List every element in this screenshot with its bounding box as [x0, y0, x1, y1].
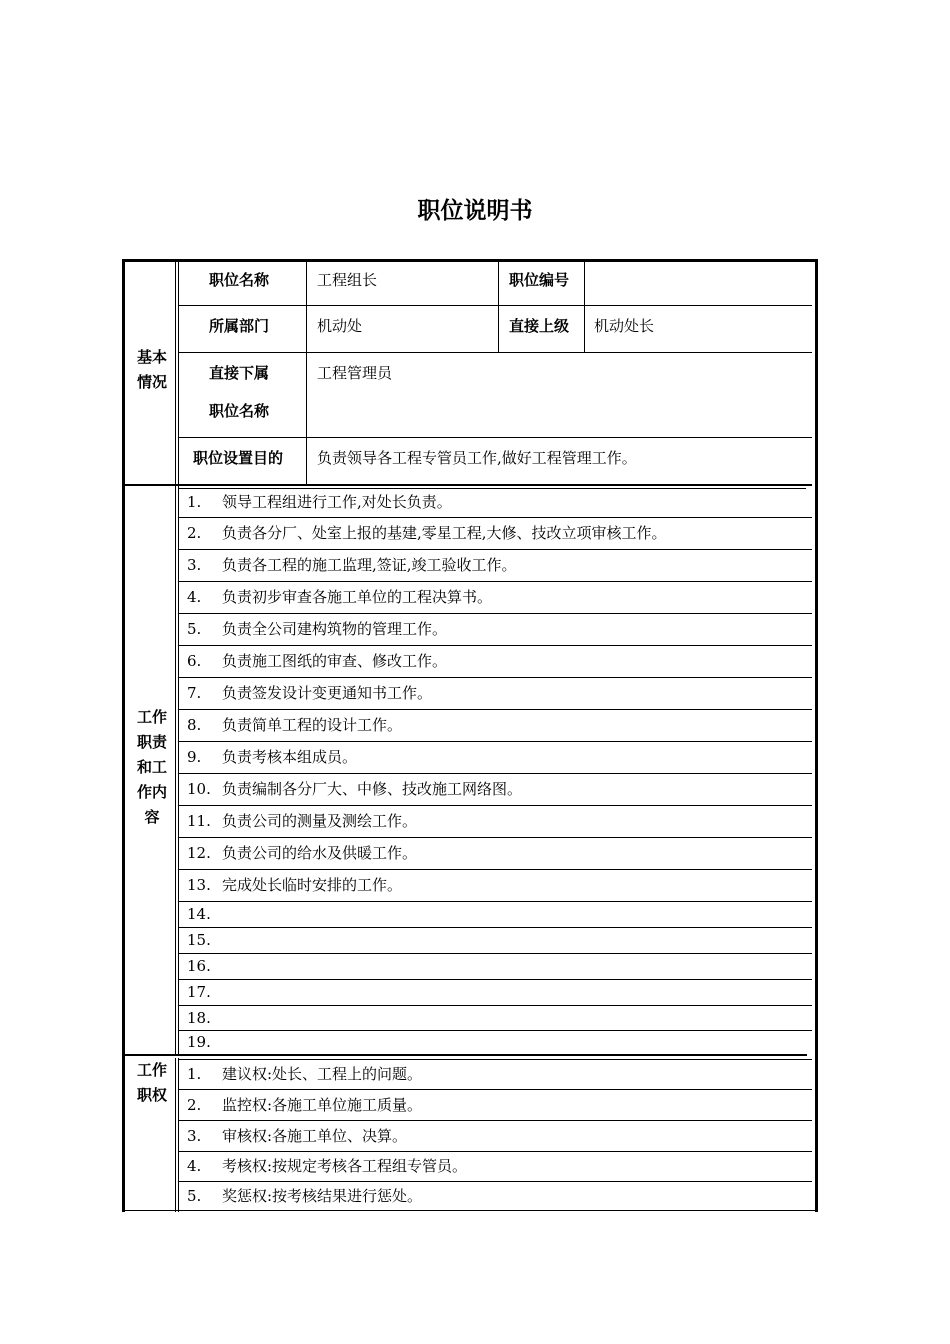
row-divider: [178, 549, 812, 550]
duties-section-label-line: 工作: [136, 708, 167, 726]
dept-value: 机动处: [317, 317, 363, 335]
duty-text: 负责全公司建构筑物的管理工作。: [222, 620, 448, 638]
duties-section-label-line: 职责: [136, 733, 167, 751]
duty-number: 1.: [187, 493, 202, 511]
row-divider: [178, 613, 812, 614]
authority-number: 5.: [187, 1187, 202, 1205]
row-divider: [178, 709, 812, 710]
row-divider: [178, 1059, 812, 1060]
row-divider: [178, 837, 812, 838]
basic-section-label-line1: 基本: [136, 348, 167, 366]
superior-label: 直接上级: [509, 317, 570, 335]
duty-number: 12.: [187, 844, 211, 862]
position-no-label: 职位编号: [509, 271, 570, 289]
row-divider: [178, 645, 812, 646]
duty-text: 负责公司的给水及供暖工作。: [222, 844, 418, 862]
dept-label: 所属部门: [209, 317, 270, 335]
duties-section-label-line: 和工: [136, 758, 167, 776]
duty-number: 11.: [187, 812, 211, 830]
duty-number: 10.: [187, 780, 211, 798]
row-divider: [178, 953, 812, 954]
duty-number: 13.: [187, 876, 211, 894]
authority-number: 4.: [187, 1157, 202, 1175]
row-divider: [178, 1030, 812, 1031]
row-divider: [178, 1120, 812, 1121]
duty-number: 6.: [187, 652, 202, 670]
authority-text: 审核权:各施工单位、决算。: [222, 1127, 408, 1145]
duty-number: 9.: [187, 748, 202, 766]
duties-section-label-line: 作内: [136, 783, 167, 801]
duty-text: 负责考核本组成员。: [222, 748, 358, 766]
row-divider: [178, 1005, 812, 1006]
duty-text: 完成处长临时安排的工作。: [222, 876, 403, 894]
basic-section-label: [132, 345, 172, 395]
duty-text: 领导工程组进行工作,对处长负责。: [222, 493, 452, 511]
position-name-value: 工程组长: [317, 271, 378, 289]
position-name-label: 职位名称: [209, 271, 270, 289]
duty-text: 负责公司的测量及测绘工作。: [222, 812, 418, 830]
row-divider: [178, 1151, 812, 1152]
duty-number: 4.: [187, 588, 202, 606]
duties-section-label-line: 容: [144, 808, 160, 826]
authority-section-label-line: 职权: [136, 1086, 167, 1104]
superior-value: 机动处长: [594, 317, 655, 335]
duty-text: 负责各分厂、处室上报的基建,零星工程,大修、技改立项审核工作。: [222, 524, 667, 542]
authority-number: 3.: [187, 1127, 202, 1145]
duty-text: 负责施工图纸的审查、修改工作。: [222, 652, 448, 670]
subordinate-label-line1: 直接下属: [209, 364, 270, 382]
purpose-label: 职位设置目的: [193, 449, 284, 467]
duty-number: 14.: [187, 905, 211, 923]
row-divider: [178, 1089, 812, 1090]
duty-number: 18.: [187, 1009, 211, 1027]
subordinate-value: 工程管理员: [317, 364, 393, 382]
authority-section-label-line: 工作: [136, 1061, 167, 1079]
authority-section-label: [132, 1058, 172, 1108]
duty-number: 3.: [187, 556, 202, 574]
duty-number: 19.: [187, 1033, 211, 1051]
duty-text: 负责各工程的施工监理,签证,竣工验收工作。: [222, 556, 517, 574]
duty-number: 8.: [187, 716, 202, 734]
duty-number: 7.: [187, 684, 202, 702]
row-divider: [178, 805, 812, 806]
duty-number: 5.: [187, 620, 202, 638]
row-divider: [178, 517, 812, 518]
row-divider: [178, 979, 812, 980]
authority-text: 监控权:各施工单位施工质量。: [222, 1096, 423, 1114]
row-divider: [178, 1181, 812, 1182]
duty-text: 负责初步审查各施工单位的工程决算书。: [222, 588, 493, 606]
duty-text: 负责编制各分厂大、中修、技改施工网络图。: [222, 780, 523, 798]
authority-number: 1.: [187, 1065, 202, 1083]
table-bottom-border: [125, 1210, 815, 1211]
row-divider: [178, 901, 812, 902]
authority-text: 奖惩权:按考核结果进行惩处。: [222, 1187, 423, 1205]
row-divider: [178, 581, 812, 582]
row-divider: [178, 741, 812, 742]
page-title: 职位说明书: [417, 198, 533, 224]
row-divider: [178, 927, 812, 928]
duty-number: 16.: [187, 957, 211, 975]
duty-text: 负责简单工程的设计工作。: [222, 716, 403, 734]
duties-section-label: [132, 705, 172, 830]
duty-text: 负责签发设计变更通知书工作。: [222, 684, 433, 702]
subordinate-label-line2: 职位名称: [209, 402, 270, 420]
row-divider: [178, 773, 812, 774]
row-divider: [178, 677, 812, 678]
row-divider: [178, 488, 806, 489]
duty-number: 17.: [187, 983, 211, 1001]
basic-section-label-line2: 情况: [136, 373, 167, 391]
purpose-value: 负责领导各工程专管员工作,做好工程管理工作。: [317, 449, 637, 467]
authority-text: 考核权:按规定考核各工程组专管员。: [222, 1157, 468, 1175]
duty-number: 15.: [187, 931, 211, 949]
authority-number: 2.: [187, 1096, 202, 1114]
duty-number: 2.: [187, 524, 202, 542]
authority-text: 建议权:处长、工程上的问题。: [222, 1065, 423, 1083]
row-divider: [178, 869, 812, 870]
